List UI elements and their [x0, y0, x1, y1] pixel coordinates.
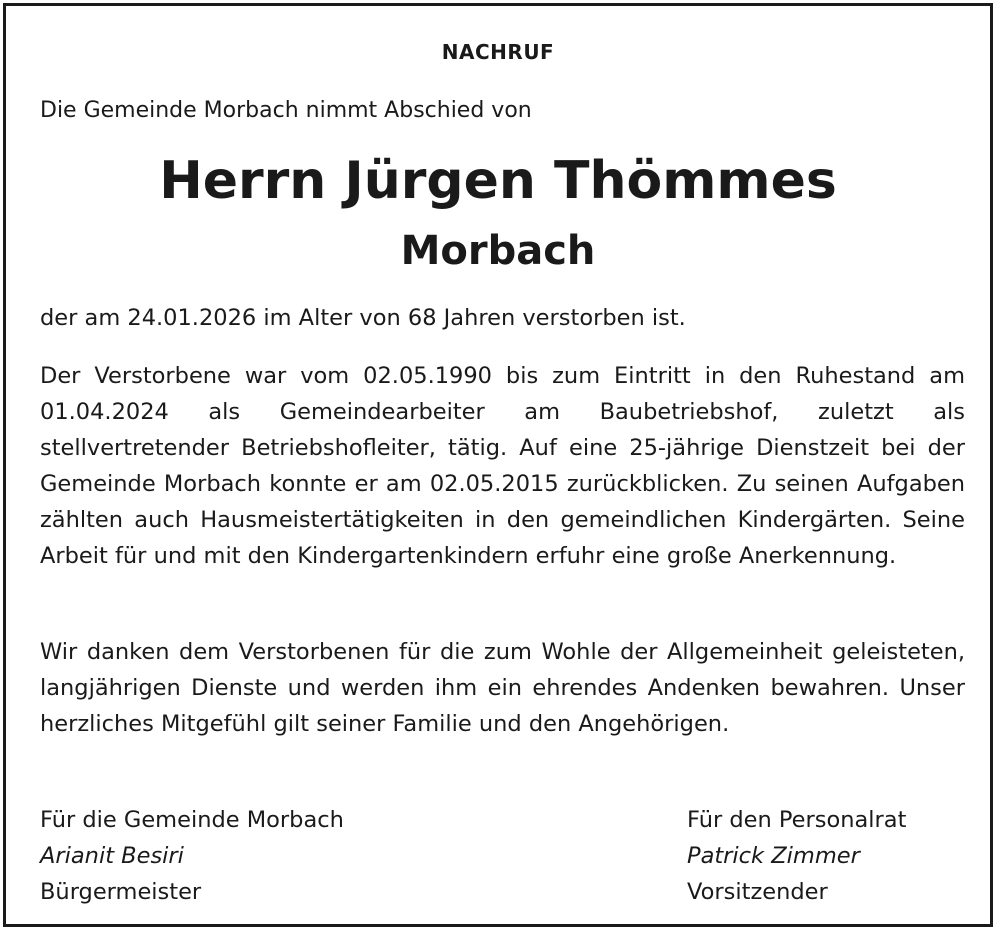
- deceased-place: Morbach: [400, 228, 596, 274]
- signature-organization: Für den Personalrat: [687, 807, 907, 833]
- signature-person: Patrick Zimmer: [687, 843, 860, 869]
- signature-block-staff-council: [687, 802, 906, 910]
- death-line: der am 24.01.2026 im Alter von 68 Jahren verstorben ist.: [40, 305, 686, 331]
- thanks-paragraph: Wir danken dem Verstorbenen für die zum Wohle der Allgemeinheit geleisteten, langjährigen Dienste und werden ihm ein ehrendes Andenken bewahren. Unser herzliches Mitgefühl gilt seiner Familie und den Angehörigen.: [40, 639, 965, 737]
- intro-line: Die Gemeinde Morbach nimmt Abschied von: [40, 98, 532, 123]
- signature-person: Arianit Besiri: [40, 843, 184, 869]
- career-paragraph: Der Verstorbene war vom 02.05.1990 bis zum Eintritt in den Ruhestand am 01.04.2024 als Gemeindearbeiter am Baubetriebshof, zuletzt als stellvertretender Betriebshofleiter, tätig. Auf eine 25-jährige Dienstzeit bei der Gemeinde Morbach konnte er am 02.05.2015 zurückblicken. Zu seinen Aufgaben zählten auch Hausmeistertätigkeiten in den gemeindlichen Kindergärten. Seine Arbeit für und mit den Kindergartenkindern erfuhr eine große Anerkennung.: [40, 363, 965, 569]
- signature-role: Bürgermeister: [40, 879, 202, 905]
- signature-organization: Für die Gemeinde Morbach: [40, 807, 344, 833]
- deceased-name: Herrn Jürgen Thömmes: [159, 151, 837, 211]
- signature-block-municipality: [40, 802, 344, 910]
- notice-heading: NACHRUF: [441, 40, 555, 64]
- signature-role: Vorsitzender: [687, 879, 828, 905]
- obituary-notice: [3, 3, 993, 927]
